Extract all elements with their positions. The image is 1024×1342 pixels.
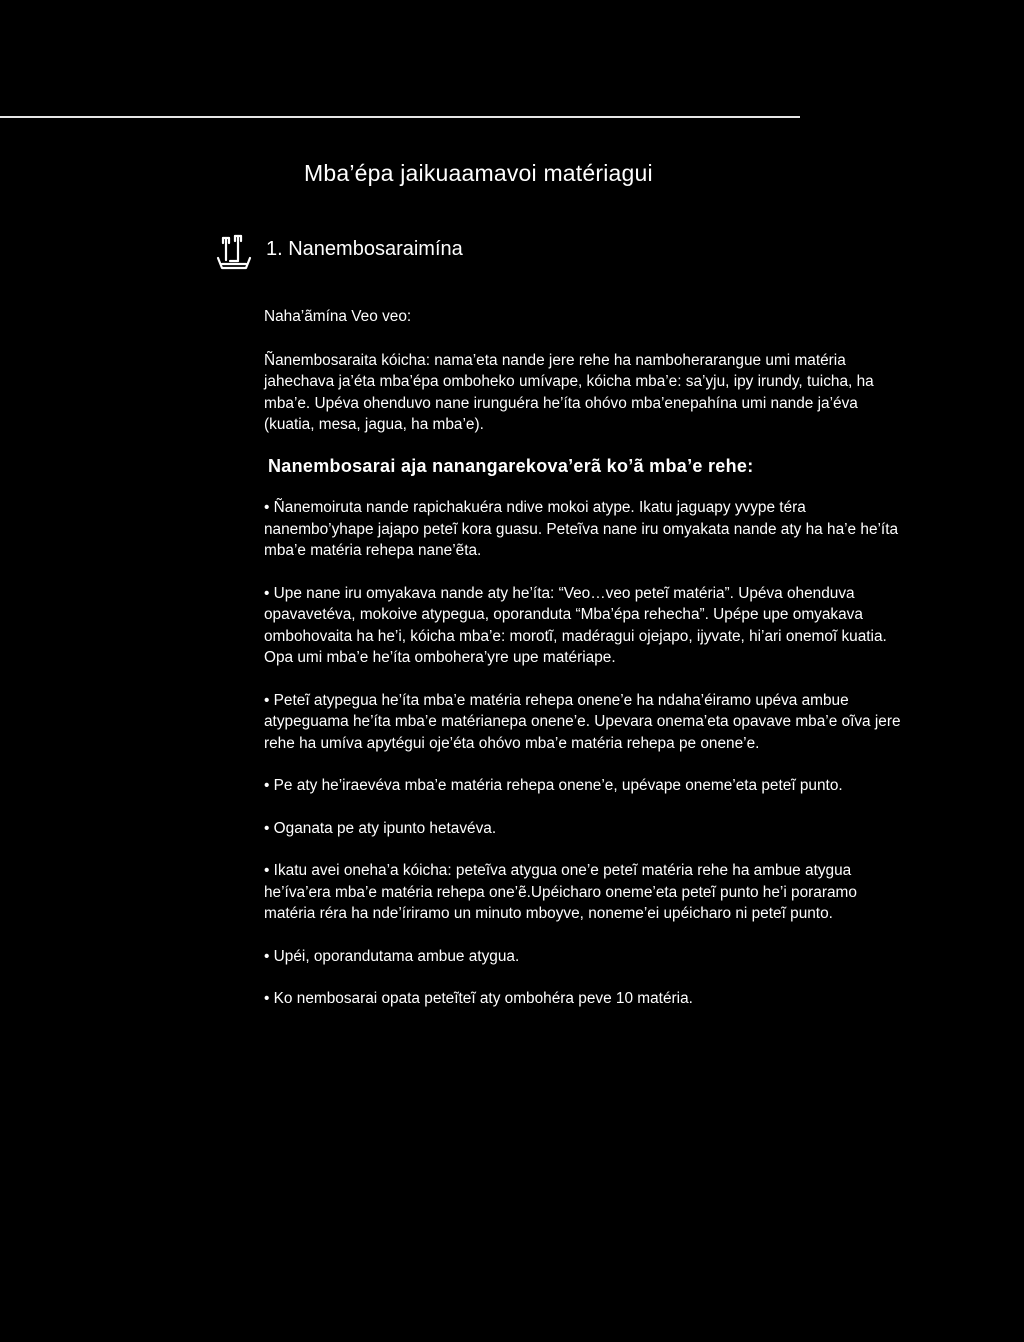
rule-item: • Upe nane iru omyakava nande aty he’íta: “Veo…veo peteĩ matéria”. Upéva ohenduva opavavetéva, mokoive atypegua, oporanduta “Mba’épa rehecha”. Upépe upe omyakava ombohovaita ha he’i, kóicha mba’e: morotĩ, madéragui ojejapo, ijyvate, hi’ari onemoĩ kuatia. Opa umi mba’e he’íta ombohera’yre upe matériape.: [264, 583, 904, 669]
activity-content: [264, 306, 904, 1031]
rule-item: • Peteĩ atypegua he’íta mba’e matéria rehepa onene’e ha ndaha’éiramo upéva ambue atypeguama he’íta mba’e matérianepa onene’e. Upevara onema’eta opavave mba’e oĩva jere rehe ha umíva apytégui oje’éta ohóvo mba’e matéria rehepa pe onene’e.: [264, 690, 904, 755]
intro-paragraph: Ñanembosaraita kóicha: nama’eta nande jere rehe ha namboherarangue umi matéria jahechava ja’éta mba’épa omboheko umívape, kóicha mba’e: sa’yju, ipy irundy, tuicha, ha mba’e. Upéva ohenduvo nane irunguéra he’íta ohóvo mba’enepahína umi nande ja’éva (kuatia, mesa, jagua, ha mba’e).: [264, 351, 874, 433]
page-title: Mba’épa jaikuaamavoi matériagui: [304, 160, 653, 186]
rule-item: • Ikatu avei oneha’a kóicha: peteĩva atygua one’e peteĩ matéria rehe ha ambue atygua he’íva’era mba’e matéria rehepa one’ẽ.Upéicharo oneme’eta peteĩ punto he’i poraramo matéria réra ha nde’íriramo un minuto mboyve, noneme’ei upéicharo ni peteĩ punto.: [264, 860, 904, 925]
rule-item: • Ko nembosarai opata peteĩteĩ aty ombohéra peve 10 matéria.: [264, 988, 904, 1010]
rule-item: • Pe aty he’iraevéva mba’e matéria rehepa onene’e, upévape oneme’eta peteĩ punto.: [264, 775, 904, 797]
rule-item: • Ñanemoiruta nande rapichakuéra ndive mokoi atype. Ikatu jaguapy yvype téra nanembo’yhape jajapo peteĩ kora guasu. Peteĩva nane iru omyakata nande aty ha ha’e he’íta mba’e matéria rehepa nane’ẽta.: [264, 497, 904, 562]
section-heading: 1. Nanembosaraimína: [266, 238, 463, 260]
rule-item: • Upéi, oporandutama ambue atygua.: [264, 946, 904, 968]
top-divider: [0, 116, 800, 118]
tools-icon: [212, 230, 256, 274]
activity-label: Naha’ãmína Veo veo:: [264, 308, 412, 325]
rule-item: • Oganata pe aty ipunto hetavéva.: [264, 818, 904, 840]
rules-subheading: Nanembosarai aja nanangarekova’erã ko’ã mba’e rehe:: [268, 455, 754, 476]
